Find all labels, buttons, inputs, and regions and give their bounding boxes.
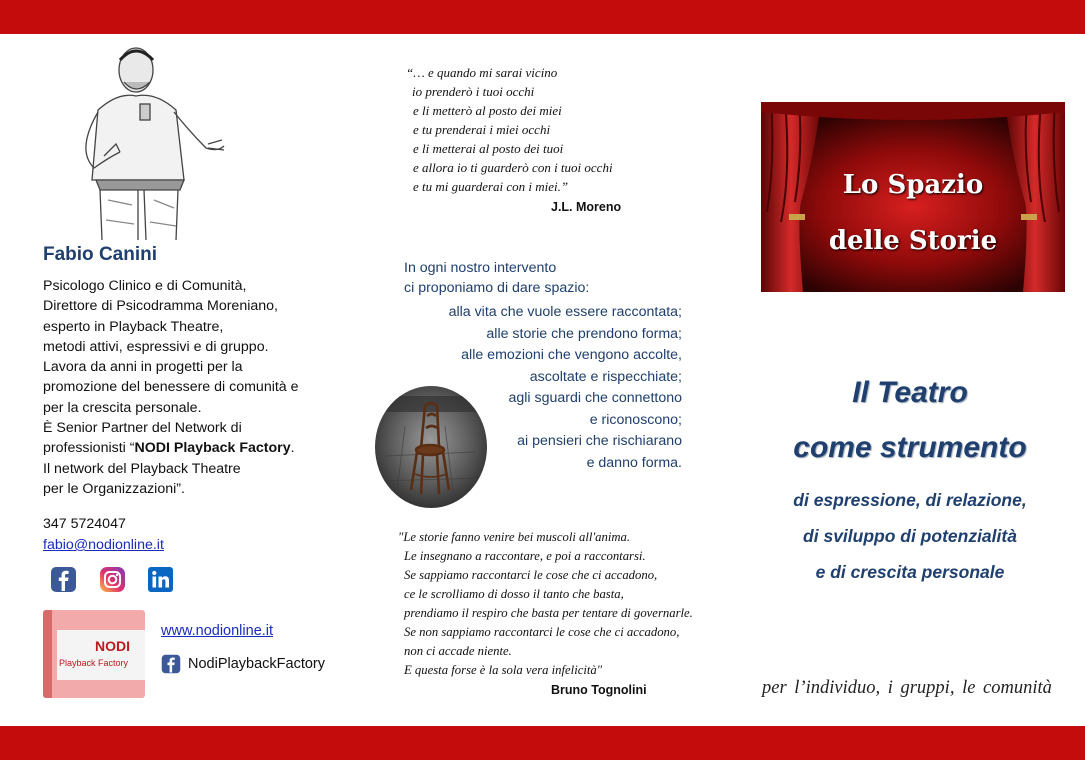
cover-subtitle-2: di sviluppo di potenzialità	[803, 526, 1017, 546]
quote-line: Le insegnano a raccontare, e poi a raccontarsi.	[404, 549, 646, 563]
poem-line: e tu mi guarderai con i miei.”	[413, 179, 569, 194]
list-item: ai pensieri che rischiarano	[517, 433, 682, 449]
poem-line: e li metterai al posto dei tuoi	[413, 141, 564, 156]
list-item: agli sguardi che connettono	[508, 390, 682, 406]
stage-title-line-2: delle Storie	[828, 226, 998, 256]
bio-suffix: .	[290, 440, 295, 457]
chair-photo	[375, 386, 487, 508]
bio-line: Psicologo Clinico e di Comunità,	[43, 278, 247, 294]
quote-line: prendiamo il respiro che basta per tentare di governarle.	[404, 606, 693, 620]
quote-line: non ci accade niente.	[404, 644, 512, 658]
facebook-icon	[161, 654, 181, 674]
logo-bar	[43, 610, 52, 698]
list-item: alle storie che prendono forma;	[486, 325, 682, 342]
poem-line: e li metterò al posto dei miei	[413, 103, 562, 118]
stage-title-line-1: Lo Spazio	[842, 170, 984, 200]
bio-prefix: professionisti “	[43, 440, 135, 457]
bio-line: esperto in Playback Theatre,	[43, 318, 224, 335]
profile-bio	[43, 276, 343, 499]
quote-line: Se non sappiamo raccontarci le cose che ci accadono,	[404, 625, 680, 639]
linkedin-icon[interactable]	[147, 566, 174, 593]
list-item: e danno forma.	[586, 454, 682, 471]
poem-line: e tu prenderai i miei occhi	[413, 122, 551, 137]
website-link[interactable]: www.nodionline.it	[161, 623, 274, 639]
cover-heading-1: Il Teatro	[852, 376, 968, 409]
bio-line: È Senior Partner del Network di	[43, 420, 242, 437]
quote-line: ce le scrolliamo di dosso il tanto che basta,	[404, 587, 624, 601]
bio-line: metodi attivi, espressivi e di gruppo.	[43, 338, 269, 355]
quote-author: Bruno Tognolini	[551, 683, 647, 697]
poem-line: e allora io ti guarderò con i tuoi occhi	[413, 160, 613, 175]
bio-line: promozione del benessere di comunità e	[43, 379, 299, 396]
facebook-page-label: NodiPlaybackFactory	[188, 656, 325, 672]
facebook-page-link[interactable]	[161, 653, 325, 675]
list-item: ascoltate e rispecchiate;	[529, 368, 682, 385]
instagram-icon[interactable]	[99, 566, 126, 593]
intro-line: In ogni nostro intervento	[404, 260, 557, 276]
email-link[interactable]: fabio@nodionline.it	[43, 537, 164, 553]
portrait-sketch	[58, 40, 230, 240]
cover-subtitle-3: e di crescita personale	[815, 562, 1005, 582]
logo-word: NODI	[95, 638, 130, 654]
bio-network-name: NODI Playback Factory	[134, 440, 291, 457]
intro-line: ci proponiamo di dare spazio:	[404, 280, 590, 296]
quote-line: Se sappiamo raccontarci le cose che ci accadono,	[404, 568, 658, 582]
poem-author: J.L. Moreno	[551, 200, 622, 214]
top-band	[0, 0, 1085, 34]
bio-line: Direttore di Psicodramma Moreniano,	[43, 298, 278, 315]
bottom-band	[0, 726, 1085, 760]
bio-line: per la crescita personale.	[43, 399, 202, 416]
bio-line: Lavora da anni in progetti per la	[43, 359, 243, 376]
cover-footer: per l’individuo, i gruppi, le comunità	[762, 678, 1052, 698]
profile-name: Fabio Canini	[43, 244, 157, 265]
list-item: alle emozioni che vengono accolte,	[461, 347, 682, 363]
cover-subtitle-1: di espressione, di relazione,	[793, 490, 1027, 510]
facebook-icon[interactable]	[50, 566, 77, 593]
list-item: alla vita che vuole essere raccontata;	[448, 304, 682, 320]
bio-line-network	[43, 438, 343, 458]
quote-line: "Le storie fanno venire bei muscoli all'anima.	[398, 530, 631, 544]
bio-line: per le Organizzazioni”.	[43, 480, 185, 497]
phone-number: 347 5724047	[43, 516, 126, 532]
moreno-poem	[406, 63, 613, 196]
poem-line: “… e quando mi sarai vicino	[406, 65, 558, 80]
tognolini-quote	[398, 528, 693, 680]
list-item: e riconoscono;	[589, 411, 682, 428]
nodi-logo	[43, 610, 145, 698]
quote-line: E questa forse è la sola vera infelicità"	[404, 663, 603, 677]
logo-subtitle: Playback Factory	[59, 658, 129, 668]
intro-text	[404, 258, 589, 298]
poem-line: io prenderò i tuoi occhi	[412, 84, 535, 99]
cover-heading-2: come strumento	[793, 431, 1027, 464]
bio-line: Il network del Playback Theatre	[43, 460, 241, 477]
